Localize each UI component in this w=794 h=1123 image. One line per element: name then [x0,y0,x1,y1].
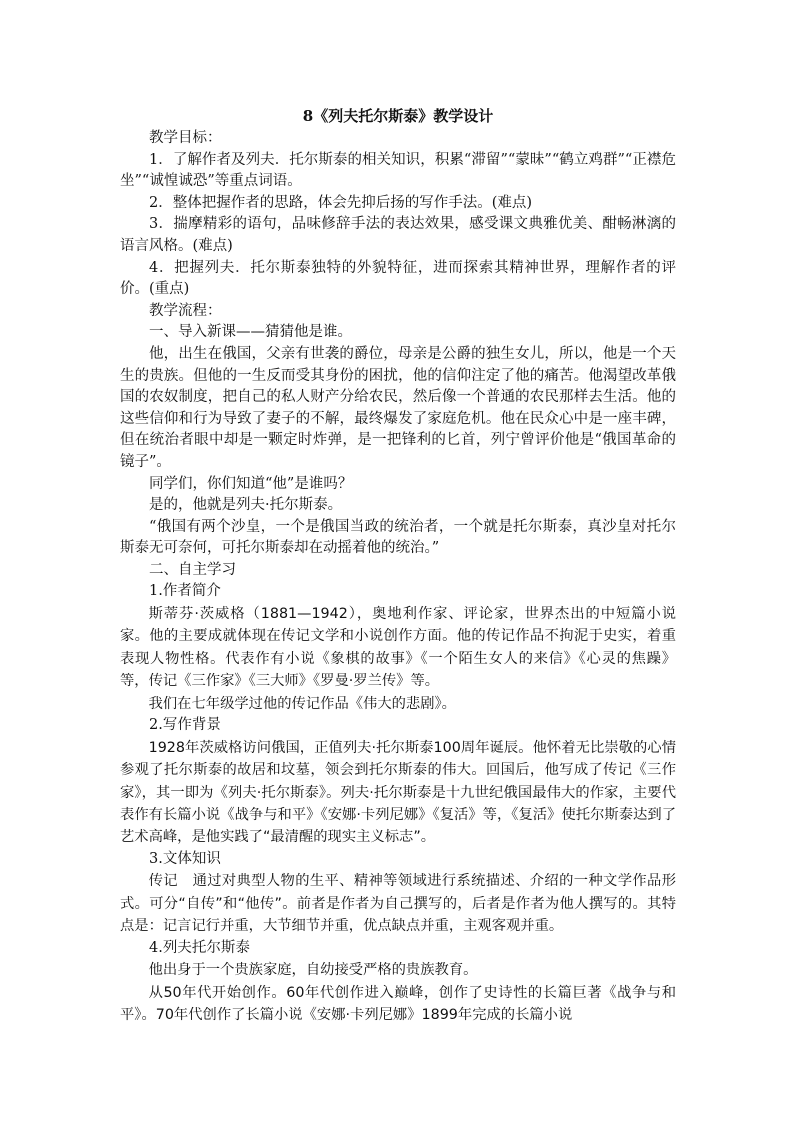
paragraph: 他出身于一个贵族家庭，自幼接受严格的贵族教育。 [148,962,478,979]
paragraph: 教学流程： [149,302,222,319]
paragraph: 他，出生在俄国，父亲有世袭的爵位，母亲是公爵的独生女儿，所以，他是一个天生的贵族。但他的一生反而受其身份的困扰，他的信仰注定了他的痛苦。他渴望改革俄国的农奴制度，把自己的私人财产分给农民，然后像一个普通的农民那样去生活。他的这些信仰和行为导致了妻子的不解，最终爆发了家庭危机。他在民众心中是一座丰碑，但在统治者眼中却是一颗定时炸弹，是一把锋利的匕首，列宁曾评价他是“俄国革命的镜子”。 [120,345,676,470]
paragraph: 3．揣摩精彩的语句，品味修辞手法的表达效果，感受课文典雅优美、酣畅淋漓的语言风格。(难点) [120,216,676,254]
paragraph: 二、自主学习 [149,561,236,578]
document-page [120,104,676,1026]
paragraph: 4．把握列夫．托尔斯泰独特的外貌特征，进而探索其精神世界，理解作者的评价。(重点) [120,259,676,298]
document-title: 8《列夫托尔斯泰》教学设计 [302,107,494,125]
paragraph: 是的，他就是列夫·托尔斯泰。 [149,497,343,514]
paragraph: 3.文体知识 [149,850,221,867]
paragraph: 教学目标： [149,130,222,146]
paragraph: 传记 通过对典型人物的生平、精神等领域进行系统描述、介绍的一种文学作品形式。可分“自传”和“他传”。前者是作者为自己撰写的，后者是作者为他人撰写的。其特点是：记言记行并重，大节细节并重，优点缺点并重，主观客观并重。 [120,873,676,935]
paragraph: 1928年茨威格访问俄国，正值列夫·托尔斯泰100周年诞辰。他怀着无比崇敬的心情参观了托尔斯泰的故居和坟墓，领会到托尔斯泰的伟大。回国后，他写成了传记《三作家》，其一即为《列夫·托尔斯泰》。列夫·托尔斯泰是十九世纪俄国最伟大的作家，主要代表作有长篇小说《战争与和平》《安娜·卡列尼娜》《复活》等，《复活》使托尔斯泰达到了艺术高峰，是他实践了“最清醒的现实主义标志”。 [120,739,676,846]
paragraph: 1．了解作者及列夫．托尔斯泰的相关知识，积累“滞留”“蒙昧”“鹤立鸡群”“正襟危坐”“诚惶诚恐”等重点词语。 [120,151,676,190]
paragraph: 2．整体把握作者的思路，体会先抑后扬的写作手法。(难点) [149,194,533,211]
paragraph: 同学们，你们知道“他”是谁吗？ [149,475,353,492]
paragraph: 2.写作背景 [149,717,221,734]
paragraph: 从50年代开始创作。60年代创作进入巅峰，创作了史诗性的长篇巨著《战争与和平》。70年代创作了长篇小说《安娜·卡列尼娜》1899年完成的长篇小说 [120,984,676,1023]
document-body [120,128,676,1026]
paragraph: 一、导入新课——猜猜他是谁。 [149,324,352,341]
paragraph: 1.作者简介 [149,583,221,600]
paragraph: “俄国有两个沙皇，一个是俄国当政的统治者，一个就是托尔斯泰，真沙皇对托尔斯泰无可奈何，可托尔斯泰却在动摇着他的统治。” [120,518,676,557]
paragraph: 斯蒂芬·茨威格（1881—1942），奥地利作家、评论家，世界杰出的中短篇小说家。他的主要成就体现在传记文学和小说创作方面。他的传记作品不拘泥于史实，着重表现人物性格。代表作有小说《象棋的故事》《一个陌生女人的来信》《心灵的焦躁》等，传记《三作家》《三大师》《罗曼·罗兰传》等。 [120,606,676,690]
paragraph: 我们在七年级学过他的传记作品《伟大的悲剧》。 [148,695,456,712]
paragraph: 4.列夫托尔斯泰 [149,939,250,956]
